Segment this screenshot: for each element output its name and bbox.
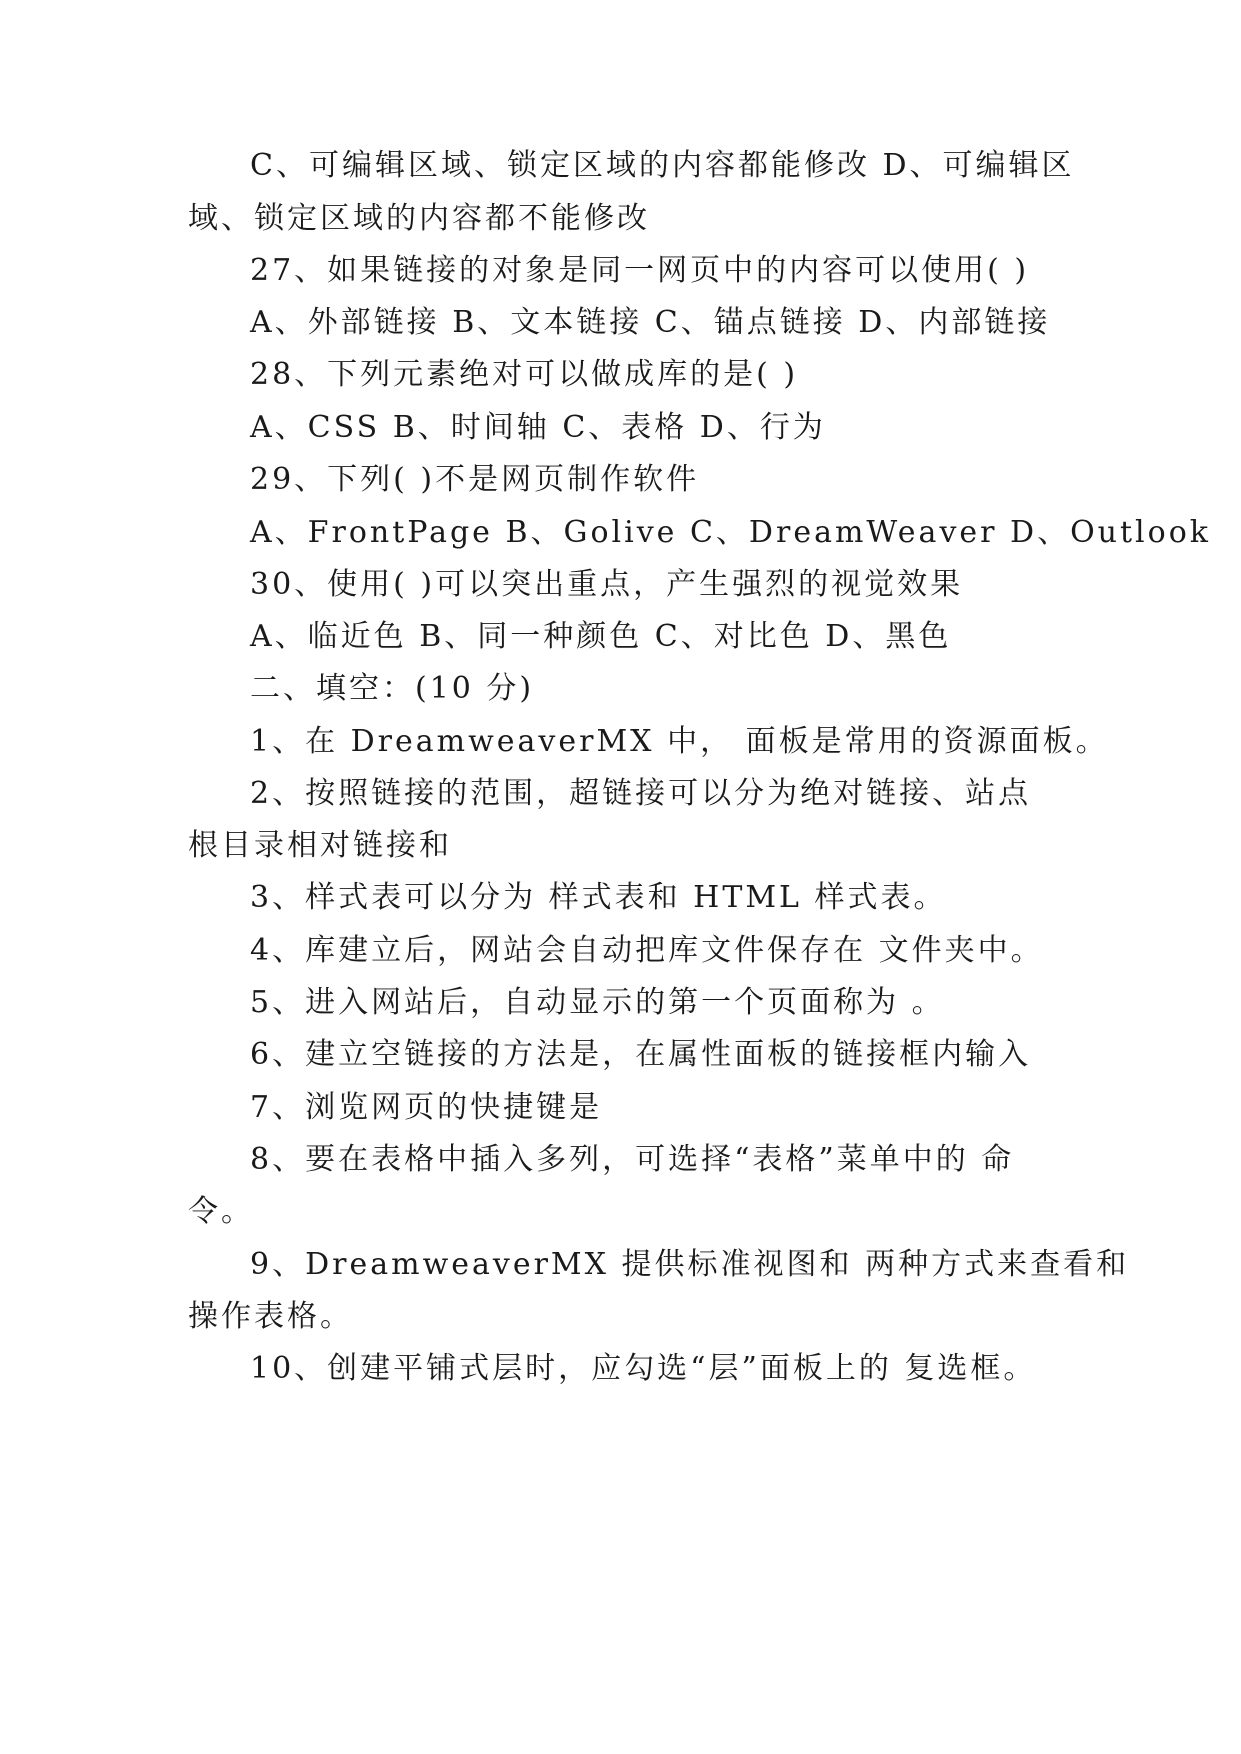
fill-question-8-cont: 令。 bbox=[188, 1194, 254, 1229]
question-30-options: A、临近色 B、同一种颜色 C、对比色 D、黑色 bbox=[250, 619, 952, 654]
fill-question-9: 9、DreamweaverMX 提供标准视图和 两种方式来查看和 bbox=[250, 1247, 1130, 1282]
question-28-text: 28、下列元素绝对可以做成库的是( ) bbox=[250, 357, 799, 392]
question-30-text: 30、使用( )可以突出重点，产生强烈的视觉效果 bbox=[250, 567, 964, 602]
question-29-options: A、FrontPage B、Golive C、DreamWeaver D、Outlook bbox=[250, 515, 1211, 550]
question-27-text: 27、如果链接的对象是同一网页中的内容可以使用( ) bbox=[250, 253, 1030, 288]
question-29-text: 29、下列( )不是网页制作软件 bbox=[250, 462, 700, 497]
fill-question-2: 2、按照链接的范围，超链接可以分为绝对链接、站点 bbox=[250, 776, 1032, 811]
fill-question-5: 5、进入网站后，自动显示的第一个页面称为 。 bbox=[250, 985, 945, 1020]
section-heading-fill-blank: 二、填空：(10 分) bbox=[250, 671, 535, 706]
fill-question-8: 8、要在表格中插入多列，可选择“表格”菜单中的 命 bbox=[250, 1142, 1015, 1177]
question-28-options: A、CSS B、时间轴 C、表格 D、行为 bbox=[250, 410, 826, 445]
fill-question-6: 6、建立空链接的方法是，在属性面板的链接框内输入 bbox=[250, 1037, 1032, 1072]
fill-question-9-cont: 操作表格。 bbox=[188, 1299, 353, 1334]
fill-question-3: 3、样式表可以分为 样式表和 HTML 样式表。 bbox=[250, 880, 947, 915]
question-26-option-d-cont: 域、锁定区域的内容都不能修改 bbox=[188, 201, 650, 236]
fill-question-4: 4、库建立后，网站会自动把库文件保存在 文件夹中。 bbox=[250, 933, 1044, 968]
fill-question-7: 7、浏览网页的快捷键是 bbox=[250, 1090, 603, 1125]
question-27-options: A、外部链接 B、文本链接 C、锚点链接 D、内部链接 bbox=[250, 305, 1051, 340]
question-26-option-c-d: C、可编辑区域、锁定区域的内容都能修改 D、可编辑区 bbox=[250, 148, 1075, 183]
fill-question-10: 10、创建平铺式层时，应勾选“层”面板上的 复选框。 bbox=[250, 1351, 1037, 1386]
fill-question-2-cont: 根目录相对链接和 bbox=[188, 828, 452, 863]
fill-question-1: 1、在 DreamweaverMX 中， 面板是常用的资源面板。 bbox=[250, 724, 1109, 759]
